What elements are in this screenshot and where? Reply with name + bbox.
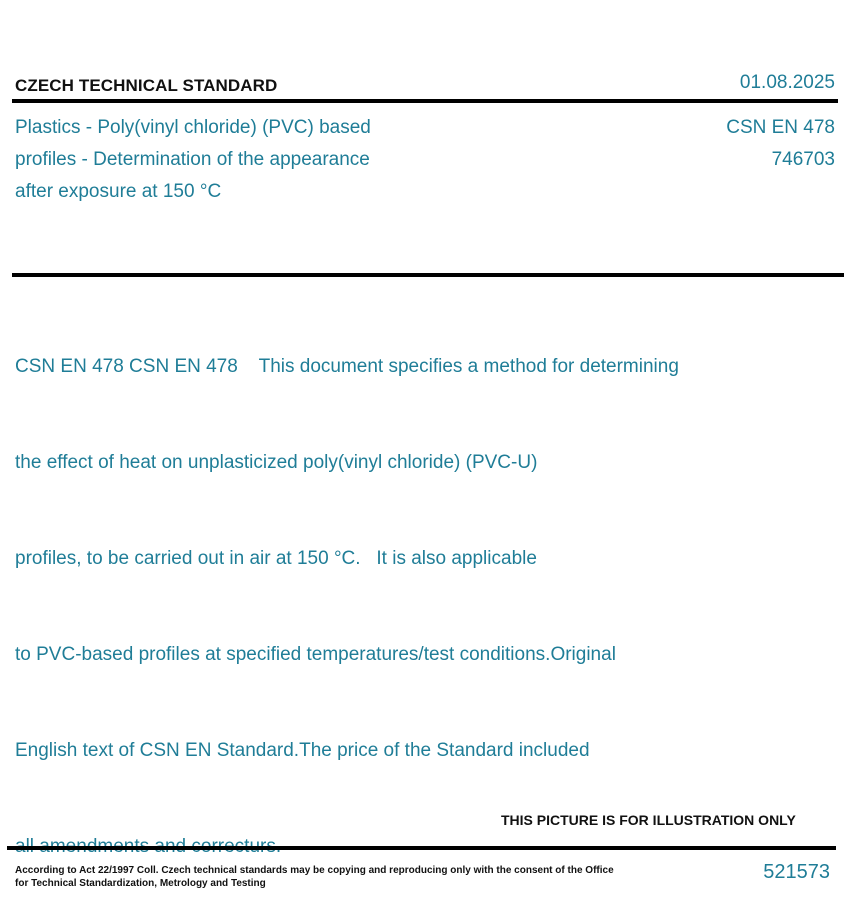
legal-notice (15, 864, 614, 890)
description-line: profiles, to be carried out in air at 150 °C. It is also applicable (15, 548, 537, 569)
publication-date: 01.08.2025 (739, 72, 835, 93)
catalog-number: 521573 (763, 861, 830, 883)
description-line: to PVC-based profiles at specified temperatures/test conditions.Original (15, 644, 616, 665)
illustration-notice: THIS PICTURE IS FOR ILLUSTRATION ONLY (501, 812, 796, 828)
footer-divider (7, 846, 836, 850)
standard-description (15, 287, 815, 895)
description-line: English text of CSN EN Standard.The price of the Standard included (15, 740, 590, 761)
classification-number: 746703 (771, 149, 835, 170)
description-line: the effect of heat on unplasticized poly(vinyl chloride) (PVC-U) (15, 452, 538, 473)
document-category-title: CZECH TECHNICAL STANDARD (15, 76, 278, 95)
header-divider (12, 99, 838, 103)
standard-title-line-1: Plastics - Poly(vinyl chloride) (PVC) based (15, 117, 371, 138)
description-divider (12, 273, 844, 277)
standard-title-line-2: profiles - Determination of the appearance (15, 149, 370, 170)
standard-info (0, 112, 865, 212)
legal-line: According to Act 22/1997 Coll. Czech technical standards may be copying and reproducing only with the consent of the Office (15, 865, 614, 876)
standard-title-line-3: after exposure at 150 °C (15, 181, 222, 202)
description-line: CSN EN 478 CSN EN 478 This document specifies a method for determining (15, 356, 679, 377)
legal-line: for Technical Standardization, Metrology and Testing (15, 878, 266, 889)
standard-code: CSN EN 478 (726, 117, 835, 138)
